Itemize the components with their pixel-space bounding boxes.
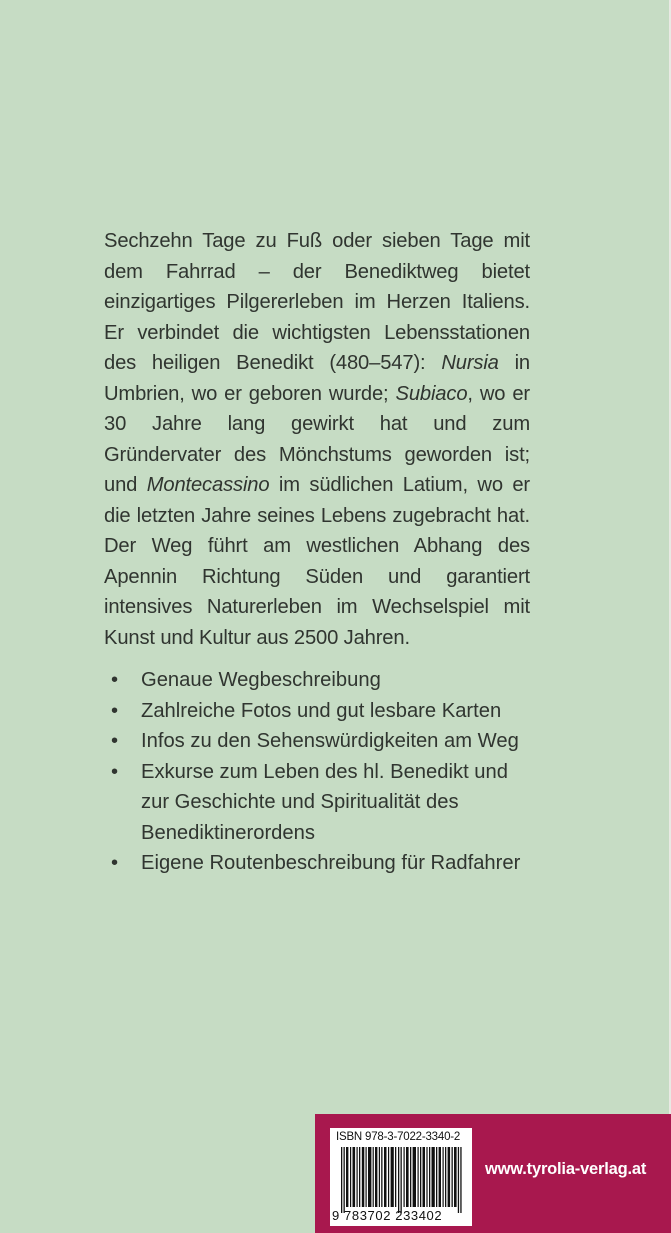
feature-item <box>104 726 530 757</box>
bullet-icon: • <box>111 699 119 722</box>
feature-list <box>104 665 530 879</box>
barcode-box <box>330 1128 472 1226</box>
feature-item <box>104 757 530 849</box>
bullet-icon: • <box>111 730 119 752</box>
place-nursia: Nursia <box>441 352 499 374</box>
bullet-icon: • <box>111 669 119 691</box>
blurb-text-block <box>104 226 530 879</box>
place-subiaco: Subiaco <box>395 382 468 405</box>
feature-item <box>104 665 530 696</box>
description-part-2: in Umbrien, wo er geboren wurde; <box>104 352 530 405</box>
description-part-3: , wo er 30 Jahre lang gewirkt hat und zum Gründervater des Mönchstums geworden ist; und <box>104 382 530 496</box>
feature-text: Genaue Wegbeschreibung <box>141 669 381 691</box>
isbn-text: ISBN 978-3-7022-3340-2 <box>336 1131 461 1143</box>
description-part-1: Sechzehn Tage zu Fuß oder sieben Tage mit dem Fahrrad – der Benediktweg bietet einzigartiges Pilgererleben im Herzen Italiens. Er verbindet die wichtigsten Lebensstationen des heiligen Benedikt (480–547): <box>104 230 530 374</box>
description-paragraph <box>104 226 530 653</box>
ean-digits: 9 783702 233402 <box>332 1208 443 1223</box>
feature-text: Infos zu den Sehenswürdigkeiten am Weg <box>141 730 519 752</box>
bullet-icon: • <box>111 852 119 874</box>
publisher-website[interactable]: www.tyrolia-verlag.at <box>485 1160 647 1178</box>
bullet-icon: • <box>111 760 119 783</box>
feature-text: Zahlreiche Fotos und gut lesbare Karten <box>141 699 502 722</box>
feature-text: Eigene Routenbeschreibung für Radfahrer <box>141 852 521 874</box>
feature-item <box>104 848 530 879</box>
feature-item <box>104 696 530 727</box>
description-part-4: im südlichen Latium, wo er die letzten Jahre seines Lebens zugebracht hat. Der Weg führt am westlichen Abhang des Apennin Richtung Süden und garantiert intensives Naturerleben im Wechselspiel mit Kunst und Kultur aus 2500 Jahren. <box>104 474 531 649</box>
feature-text: Exkurse zum Leben des hl. Benedikt und zur Geschichte und Spiritualität des Benediktinerordens <box>141 760 508 844</box>
place-montecassino: Montecassino <box>146 474 270 496</box>
